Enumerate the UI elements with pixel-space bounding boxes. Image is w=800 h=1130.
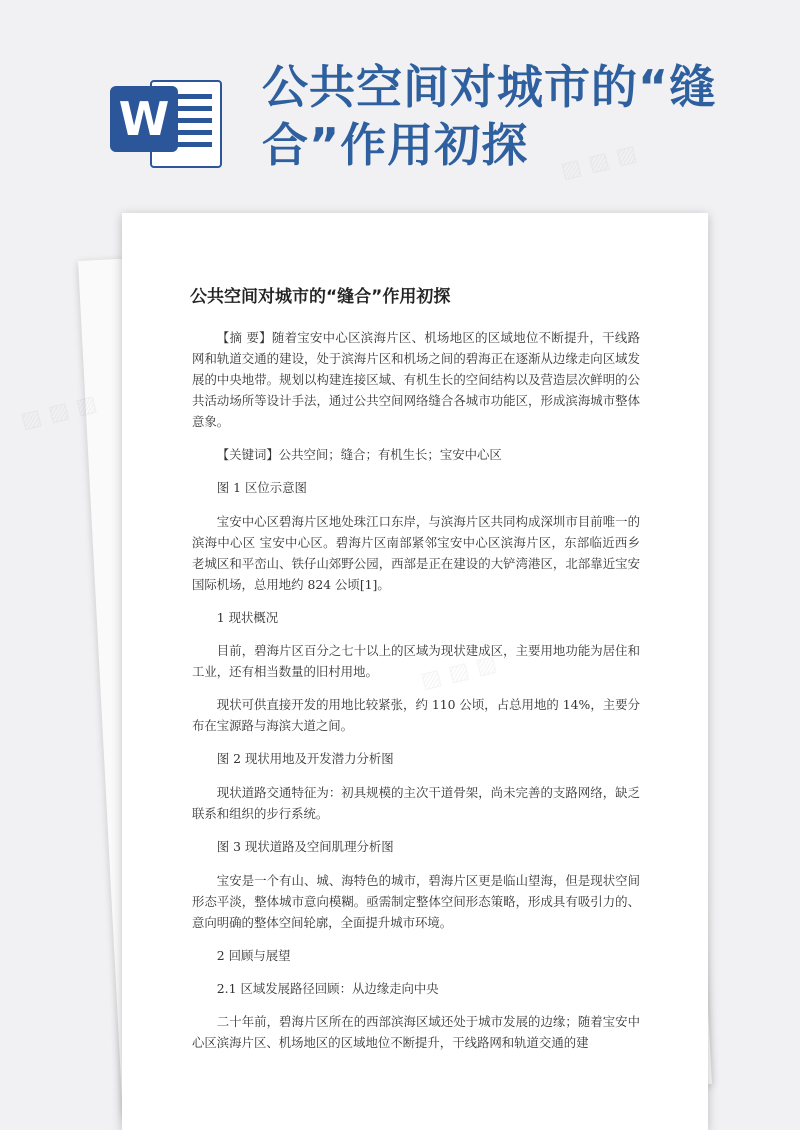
body-paragraph: 目前，碧海片区百分之七十以上的区域为现状建成区，主要用地功能为居住和工业，还有相当数量的旧村用地。 <box>192 643 640 679</box>
document-page <box>122 213 708 1130</box>
watermark-mark: ▨ ▨ ▨ <box>18 390 100 435</box>
body-paragraph: 宝安中心区碧海片区地处珠江口东岸，与滨海片区共同构成深圳市目前唯一的滨海中心区 宝安中心区。碧海片区南部紧邻宝安中心区滨海片区，东部临近西乡老城区和平峦山、铁仔山郊野公园，西部是正在建设的大铲湾港区，北部靠近宝安国际机场，总用地约 824 公顷[1]。 <box>192 514 640 592</box>
word-letter-tile: W <box>110 86 178 152</box>
watermark-mark: ▨ ▨ ▨ <box>418 650 500 695</box>
body-paragraph: 现状可供直接开发的用地比较紧张，约 110 公顷，占总用地的 14%，主要分布在宝源路与海滨大道之间。 <box>192 697 640 733</box>
figure-caption-1: 图 1 区位示意图 <box>216 480 307 495</box>
body-paragraph: 现状道路交通特征为：初具规模的主次干道骨架，尚未完善的支路网络，缺乏联系和组织的步行系统。 <box>192 785 640 821</box>
document-title: 公共空间对城市的“缝合”作用初探 <box>190 287 451 307</box>
figure-caption-3: 图 3 现状道路及空间肌理分析图 <box>216 839 394 854</box>
body-paragraph: 二十年前，碧海片区所在的西部滨海区域还处于城市发展的边缘；随着宝安中心区滨海片区、机场地区的区域地位不断提升，干线路网和轨道交通的建 <box>192 1014 640 1050</box>
banner-title: 公共空间对城市的“缝合”作用初探 <box>262 60 717 172</box>
preview-banner <box>0 0 800 200</box>
keywords-paragraph: 【关键词】公共空间；缝合；有机生长；宝安中心区 <box>216 447 502 462</box>
subsection-heading-2-1: 2.1 区域发展路径回顾：从边缘走向中央 <box>216 981 439 996</box>
body-paragraph: 宝安是一个有山、城、海特色的城市，碧海片区更是临山望海，但是现状空间形态平淡，整体城市意向模糊。亟需制定整体空间形态策略，形成具有吸引力的、意向明确的整体空间轮廓，全面提升城市环境。 <box>192 873 640 930</box>
document-body <box>192 327 640 1065</box>
word-document-icon <box>110 72 222 172</box>
section-heading-1: 1 现状概况 <box>216 610 279 625</box>
section-heading-2: 2 回顾与展望 <box>216 948 291 963</box>
abstract-paragraph: 【摘 要】随着宝安中心区滨海片区、机场地区的区域地位不断提升，干线路网和轨道交通的建设，处于滨海片区和机场之间的碧海正在逐渐从边缘走向区域发展的中央地带。规划以构建连接区域、有机生长的空间结构以及营造层次鲜明的公共活动场所等设计手法，通过公共空间网络缝合各城市功能区，形成滨海城市整体意象。 <box>192 330 640 429</box>
figure-caption-2: 图 2 现状用地及开发潜力分析图 <box>216 751 394 766</box>
watermark-mark: ▨ ▨ ▨ <box>558 140 640 185</box>
